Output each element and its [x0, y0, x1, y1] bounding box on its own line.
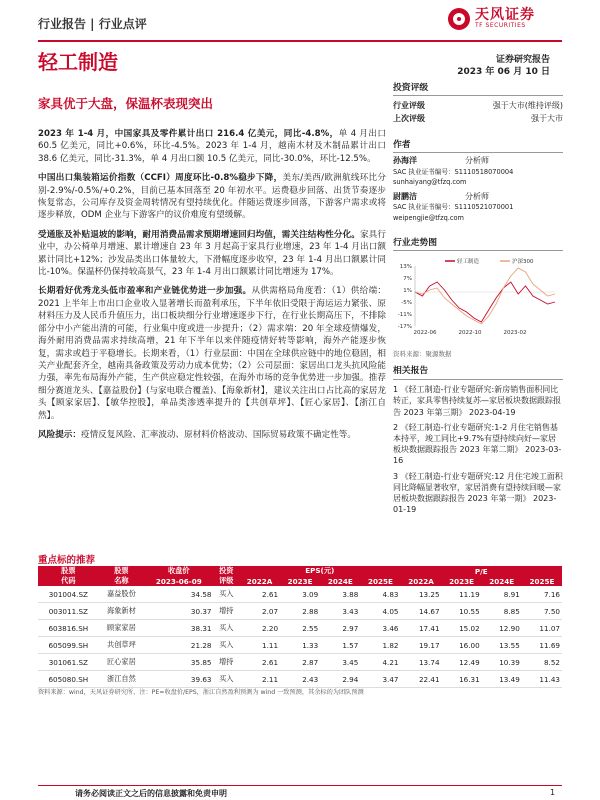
table-cell: 13.74: [400, 654, 441, 671]
recommend-table: [38, 566, 562, 688]
report-date: 2023 年 06 月 10 日: [457, 67, 550, 77]
rating-row: 行业评级 强于大市(维持评级): [393, 101, 563, 110]
table-note: 资料来源：wind，天风证券研究所，注：PE=收盘价/EPS，浙江自然盈利预测为 wind 一致预测，其余标的为团队预测: [38, 689, 364, 696]
table-cell: 共创草坪: [99, 637, 144, 654]
paragraph: 2023 年 1-4 月，中国家具及零件累计出口 216.4 亿美元，同比-4.8%，单 4 月出口 60.5 亿美元，同比+0.6%，环比-4.5%。2023 年 1-4 月，越南木材及木制品累计出口 38.6 亿美元，同比-31.3%，单 4 月出口额 10.5 亿美元，同比-30.0%，环比-12.5%。: [38, 129, 386, 164]
x-tick-label: 2022-06: [413, 330, 437, 336]
logo-icon: [448, 8, 470, 30]
table-cell: 2.55: [280, 620, 320, 637]
y-tick-label: -17%: [397, 324, 412, 330]
table-cell: 2.43: [280, 671, 320, 688]
table-cell: 买入: [214, 671, 240, 688]
trend-section-title: 行业走势图: [393, 235, 563, 251]
table-header: 投资: [214, 566, 240, 576]
table-cell: 17.41: [400, 620, 441, 637]
paragraph: 风险提示：疫情反复风险、汇率波动、原材料价格波动、国际贸易政策不确定性等。: [38, 429, 356, 440]
table-row: [38, 620, 562, 637]
table-cell: 2.61: [239, 586, 280, 603]
related-section-title: 相关报告: [393, 366, 563, 380]
paragraph: 受通胀及补贴退坡的影响，耐用消费品需求预期增速回归均值，需关注结构性分化。家具行业中，办公椅单月增速、累计增速自 23 年 3 月起高于家具行业增速，23 年 1-4 月出口额累计同比+12%；沙发品类出口体量较大，下滑幅度逐步收窄，23 年 1-4 月出口额累计同比-10%。保温杯仍保持较高景气，23 年 1-4 月出口额累计同比增速为 17%。: [38, 229, 386, 278]
table-header: 股票: [99, 566, 144, 576]
table-header: 2022A: [400, 576, 441, 586]
table-cell: 8.91: [482, 586, 522, 603]
table-cell: 003011.SZ: [38, 603, 99, 620]
related-report-link[interactable]: 2 《轻工制造-行业专题研究:1-2 月住宅销售基本持平，竣工同比+9.7%有望持续向好—家居板块数据跟踪报告 2023 年第二期》 2023-03-16: [393, 422, 562, 466]
table-header: 2023E: [280, 576, 320, 586]
legend-label: 沪深300: [512, 259, 534, 265]
table-row: [38, 603, 562, 620]
table-cell: 4.05: [360, 603, 400, 620]
table-cell: 2.20: [239, 620, 280, 637]
table-cell: 22.41: [400, 671, 441, 688]
table-row: [38, 671, 562, 688]
table-cell: 2.07: [239, 603, 280, 620]
table-header: 名称: [99, 576, 144, 586]
table-header: 2023-06-09: [144, 576, 213, 586]
table-cell: 11.43: [522, 671, 562, 688]
table-cell: 嘉益股份: [99, 586, 144, 603]
logo: [448, 4, 568, 34]
table-header: P/E: [400, 566, 562, 576]
table-row: [38, 654, 562, 671]
table-cell: 4.21: [360, 654, 400, 671]
analyst: 尉鹏洁 分析师 SAC 执业证书编号：S1110521070001 weipengjie@tfzq.com: [393, 192, 563, 224]
table-cell: 12.90: [482, 620, 522, 637]
report-tags: 行业报告 | 行业点评: [38, 17, 147, 31]
table-header: 评级: [214, 576, 240, 586]
table-header: 2025E: [360, 576, 400, 586]
table-cell: 11.69: [522, 637, 562, 654]
main-body: [38, 128, 386, 448]
table-cell: 3.88: [320, 586, 360, 603]
table-header: 2023E: [442, 576, 482, 586]
footer-divider: [38, 785, 562, 786]
table-header: 2024E: [482, 576, 522, 586]
table-cell: 3.09: [280, 586, 320, 603]
table-title: 重点标的推荐: [38, 555, 96, 566]
table-cell: 14.67: [400, 603, 441, 620]
table-cell: 海象新材: [99, 603, 144, 620]
table-cell: 浙江自然: [99, 671, 144, 688]
table-cell: 3.45: [320, 654, 360, 671]
sidebar: [393, 80, 563, 254]
analyst-email[interactable]: weipengjie@tfzq.com: [393, 213, 464, 222]
related-report-link[interactable]: 1 《轻工制造-行业专题研究:新房销售面积同比转正，家具零售持续复苏—家居板块数据跟踪报告 2023 年第三期》 2023-04-19: [393, 385, 561, 417]
table-cell: 11.19: [442, 586, 482, 603]
table-cell: 2.94: [320, 671, 360, 688]
table-cell: 15.02: [442, 620, 482, 637]
table-cell: 2.97: [320, 620, 360, 637]
table-cell: 2.11: [239, 671, 280, 688]
table-header: 股票: [38, 566, 99, 576]
related-reports: [393, 366, 563, 519]
table-header: 收盘价: [144, 566, 213, 576]
table-cell: 301061.SZ: [38, 654, 99, 671]
table-cell: 增持: [214, 603, 240, 620]
header-divider: [38, 40, 562, 42]
authors-section-title: 作者: [393, 137, 563, 153]
table-cell: 301004.SZ: [38, 586, 99, 603]
table-header: 代码: [38, 576, 99, 586]
rating-section-title: 投资评级: [393, 80, 563, 96]
table-cell: 买入: [214, 637, 240, 654]
table-cell: 605099.SH: [38, 637, 99, 654]
y-tick-label: 13%: [399, 264, 412, 270]
table-cell: 买入: [214, 586, 240, 603]
table-cell: 10.55: [442, 603, 482, 620]
table-cell: 8.52: [522, 654, 562, 671]
table-cell: 2.88: [280, 603, 320, 620]
table-cell: 13.49: [482, 671, 522, 688]
table-cell: 匠心家居: [99, 654, 144, 671]
table-cell: 7.50: [522, 603, 562, 620]
table-cell: 13.25: [400, 586, 441, 603]
table-cell: 1.82: [360, 637, 400, 654]
table-header: 2022A: [239, 576, 280, 586]
paragraph: 长期看好优秀龙头低市盈率和产业链优势进一步加强。从供需格局角度看：（1）供给端：2021 上半年上市出口企业收入显著增长而盈利承压，下半年依旧受限于海运运力紧张、原材料压力及人民币升值压力，出口板块细分行业增速逐步下行，在行业长期高压下，不排除部分中小产能出清的可能，行业集中度或进一步提升；（2）需求端：20 年全球疫情爆发，海外耐用消费品需求持续高增，21 年下半年以来伴随疫情好转等影响，海外产能逐步恢复，需求或趋于平稳增长。长期来看，（1）行业层面：中国在全球供应链中的地位稳固，相关产业配套齐全，越南具备政策及劳动力成本优势；（2）公司层面：家居出口龙头抗风险能力强，率先布局海外产能，生产供应稳定性较强，在海外市场的竞争优势进一步加强。推荐细分赛道龙头、【嘉益股份】(与家电联合覆盖)、【海象新材】，建议关注出口占比高的家居龙头【顾家家居】、【敏华控股】，单品类渗透率提升的【共创草坪】、【匠心家居】、【浙江自然】。: [38, 286, 386, 421]
table-cell: 7.16: [522, 586, 562, 603]
table-row: [38, 637, 562, 654]
disclaimer-text: 请务必阅读正文之后的信息披露和免责申明: [75, 789, 227, 798]
table-cell: 35.85: [144, 654, 213, 671]
page-number: 1: [550, 788, 556, 797]
table-cell: 1.57: [320, 637, 360, 654]
y-tick-label: 7%: [403, 276, 412, 282]
table-cell: 16.31: [442, 671, 482, 688]
table-cell: 3.46: [360, 620, 400, 637]
analyst: 孙海洋 分析师 SAC 执业证书编号：S1110518070004 sunhaiyang@tfzq.com: [393, 156, 563, 188]
table-cell: 19.17: [400, 637, 441, 654]
table-cell: 10.39: [482, 654, 522, 671]
table-row: [38, 586, 562, 603]
table-cell: 顾家家居: [99, 620, 144, 637]
table-cell: 603816.SH: [38, 620, 99, 637]
logo-name: 天风证券: [475, 7, 535, 23]
table-cell: 1.11: [239, 637, 280, 654]
table-cell: 买入: [214, 620, 240, 637]
legend-label: 轻工制造: [457, 259, 480, 265]
y-tick-label: -5%: [401, 300, 412, 306]
table-cell: 11.07: [522, 620, 562, 637]
table-cell: 增持: [214, 654, 240, 671]
table-cell: 34.58: [144, 586, 213, 603]
table-header: EPS(元): [239, 566, 400, 576]
table-cell: 2.87: [280, 654, 320, 671]
related-report-link[interactable]: 3 《轻工制造-行业专题研究:12 月住宅竣工面积同比降幅显著收窄，家居消费有望持续回暖—家居板块数据跟踪报告 2023 年第一期》 2023-01-19: [393, 471, 563, 515]
table-cell: 16.00: [442, 637, 482, 654]
y-tick-label: 1%: [403, 288, 412, 294]
report-type: 证券研究报告: [495, 55, 550, 65]
table-cell: 1.33: [280, 637, 320, 654]
table-cell: 2.61: [239, 654, 280, 671]
y-tick-label: -11%: [397, 312, 412, 318]
table-cell: 12.49: [442, 654, 482, 671]
analyst-email[interactable]: sunhaiyang@tfzq.com: [393, 178, 467, 186]
table-cell: 605080.SH: [38, 671, 99, 688]
table-cell: 30.37: [144, 603, 213, 620]
logo-name-en: TF SECURITIES: [475, 22, 526, 29]
x-tick-label: 2023-02: [503, 330, 527, 336]
table-cell: 4.83: [360, 586, 400, 603]
table-header: 2025E: [522, 576, 562, 586]
table-cell: 38.31: [144, 620, 213, 637]
table-cell: 3.43: [320, 603, 360, 620]
table-cell: 3.47: [360, 671, 400, 688]
table-cell: 8.85: [482, 603, 522, 620]
chart-source: 资料来源：聚源数据: [393, 350, 452, 358]
paragraph: 中国出口集装箱运价指数（CCFI）周度环比-0.8%稳步下降，美东/美西/欧洲航线环比分别-2.9%/-0.5%/+0.2%，目前已基本回落至 20 年初水平。运费稳步回落、出货节奏逐步恢复常态，公司库存及资金周转情况有望持续优化。伴随运费逐步回落，下游客户需求或将逐步释放，ODM 企业与下游客户的议价难度有望缓解。: [38, 173, 386, 221]
table-cell: 39.63: [144, 671, 213, 688]
trend-chart: [393, 258, 563, 338]
table-header: 2024E: [320, 576, 360, 586]
report-subtitle: 家具优于大盘，保温杯表现突出: [38, 96, 214, 111]
x-tick-label: 2022-10: [458, 330, 482, 336]
page-title: 轻工制造: [38, 50, 118, 74]
rating-row: 上次评级 强于大市: [393, 114, 563, 123]
table-cell: 21.28: [144, 637, 213, 654]
table-cell: 13.55: [482, 637, 522, 654]
